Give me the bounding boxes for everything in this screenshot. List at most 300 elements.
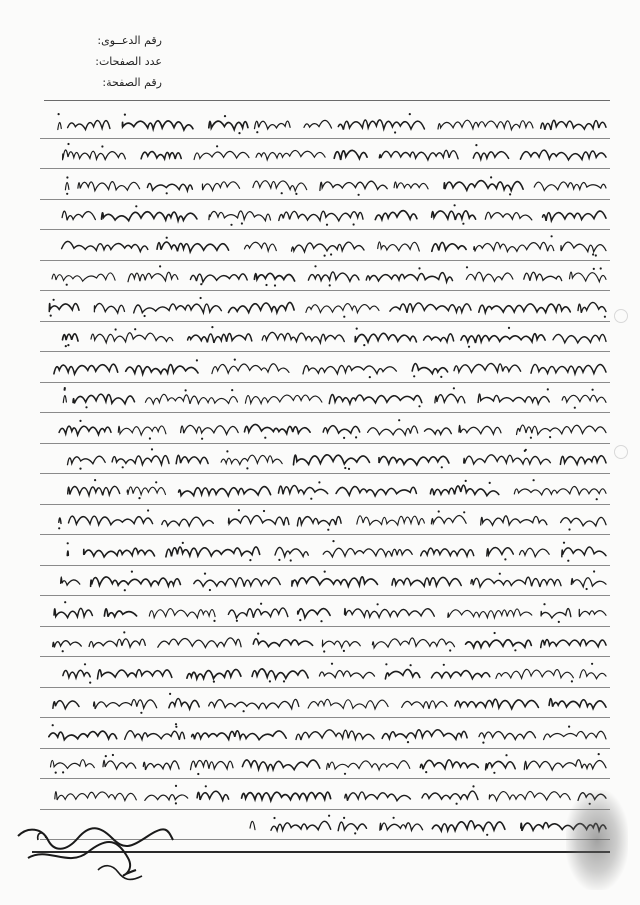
letter-dot (524, 450, 526, 452)
handwritten-word (432, 670, 490, 678)
handwritten-word (145, 794, 188, 800)
letter-dot (197, 773, 199, 775)
letter-dot (327, 529, 329, 531)
handwritten-word (355, 333, 416, 342)
handwritten-word (49, 731, 117, 740)
handwritten-line (40, 657, 610, 688)
letter-dot (155, 481, 157, 483)
letter-dot (493, 772, 495, 774)
handwritten-word (448, 608, 532, 617)
letter-dot (64, 601, 66, 603)
letter-dot (314, 265, 316, 267)
handwritten-word (323, 425, 360, 433)
letter-dot (353, 223, 355, 225)
handwritten-word (553, 334, 606, 342)
handwritten-word (336, 486, 416, 495)
letter-dot (331, 662, 333, 664)
handwritten-line (40, 779, 610, 810)
handwritten-line (40, 108, 610, 139)
handwritten-word (250, 821, 255, 829)
letter-dot (260, 602, 262, 604)
handwritten-word (158, 638, 241, 648)
letter-dot (394, 131, 396, 133)
letter-dot (482, 741, 484, 743)
letter-dot (355, 436, 357, 438)
letter-dot (79, 419, 81, 421)
handwritten-word (366, 273, 452, 282)
handwritten-word (421, 548, 474, 556)
letter-dot (595, 254, 597, 256)
letter-dot (318, 481, 320, 483)
letter-dot (543, 603, 545, 605)
handwritten-word (63, 396, 66, 403)
letter-dot (438, 510, 440, 512)
letter-dot (257, 633, 259, 635)
handwriting-strokes (40, 598, 610, 624)
letter-dot (67, 143, 69, 145)
letter-dot (547, 388, 549, 390)
handwritten-word (229, 516, 289, 526)
letter-dot (568, 528, 570, 530)
handwritten-word (209, 121, 248, 129)
handwritten-word (486, 761, 516, 769)
letter-dot (200, 296, 202, 298)
page-count-label: عدد الصفحات: (95, 55, 162, 68)
letter-dot (558, 620, 560, 622)
handwritten-word (125, 730, 185, 739)
handwritten-word (479, 303, 571, 312)
handwritten-word (242, 760, 319, 770)
handwritten-word (212, 363, 289, 373)
letter-dot (465, 479, 467, 481)
letter-dot (453, 387, 455, 389)
handwriting-strokes (40, 506, 610, 532)
handwritten-word (89, 639, 145, 647)
letter-dot (343, 650, 345, 652)
handwritten-word (382, 729, 467, 739)
letter-dot (124, 589, 126, 591)
handwritten-word (68, 456, 106, 465)
handwritten-word (59, 518, 61, 523)
handwritten-word (68, 486, 120, 495)
handwriting-strokes (40, 628, 610, 654)
handwritten-word (181, 425, 239, 434)
letter-dot (123, 631, 125, 633)
letter-dot (283, 680, 285, 682)
handwritten-word (118, 425, 166, 434)
letter-dot (50, 314, 52, 316)
letter-dot (236, 619, 238, 621)
handwritten-line (40, 261, 610, 292)
letter-dot (462, 223, 464, 225)
letter-dot (205, 785, 207, 787)
handwritten-word (466, 640, 532, 648)
punch-hole (614, 309, 628, 323)
handwritten-word (112, 456, 169, 465)
letter-dot (211, 326, 213, 328)
letter-dot (567, 559, 569, 561)
handwritten-word (306, 303, 379, 312)
handwritten-word (169, 699, 199, 709)
letter-dot (67, 344, 69, 346)
letter-dot (85, 406, 87, 408)
letter-dot (209, 589, 211, 591)
page-number-label: رقم الصفحة: (102, 76, 162, 89)
letter-dot (385, 663, 387, 665)
handwritten-word (514, 486, 606, 494)
handwritten-word (245, 395, 322, 404)
handwritten-word (228, 607, 287, 617)
handwritten-word (345, 608, 435, 617)
handwritten-word (372, 638, 454, 648)
handwritten-word (560, 456, 606, 465)
handwritten-word (69, 516, 153, 525)
letter-dot (200, 283, 202, 285)
letter-dot (596, 498, 598, 500)
handwriting-strokes (40, 659, 610, 685)
handwritten-word (464, 455, 551, 464)
letter-dot (66, 176, 68, 178)
letter-dot (138, 497, 140, 499)
letter-dot (330, 253, 332, 255)
letter-dot (273, 817, 275, 819)
handwriting-strokes (40, 689, 610, 715)
handwritten-line (40, 505, 610, 536)
letter-dot (281, 192, 283, 194)
letter-dot (58, 527, 60, 529)
letter-dot (409, 113, 411, 115)
handwritten-word (520, 150, 606, 160)
letter-dot (231, 389, 233, 391)
handwritten-word (524, 760, 606, 770)
handwritten-word (438, 120, 533, 130)
handwritten-word (191, 760, 234, 769)
letter-dot (343, 436, 345, 438)
handwritten-word (190, 274, 247, 282)
handwritten-word (378, 241, 420, 250)
handwriting-strokes (40, 476, 610, 502)
letter-dot (169, 693, 171, 695)
letter-dot (466, 266, 468, 268)
handwritten-word (379, 456, 449, 465)
handwritten-line (40, 230, 610, 261)
handwritten-word (432, 242, 466, 251)
letter-dot (185, 389, 187, 391)
handwritten-word (308, 699, 388, 709)
handwritten-word (304, 120, 332, 128)
handwritten-word (55, 791, 137, 800)
handwritten-word (329, 395, 422, 404)
handwritten-word (368, 425, 418, 434)
letter-dot (449, 649, 451, 651)
handwritten-line (40, 444, 610, 475)
handwritten-word (479, 731, 536, 739)
handwritten-word (255, 121, 291, 129)
handwritten-word (192, 730, 287, 739)
handwritten-word (298, 608, 330, 617)
handwritten-word (54, 608, 92, 617)
letter-dot (344, 773, 346, 775)
handwritten-word (149, 608, 215, 617)
letter-dot (472, 785, 474, 787)
handwritten-word (253, 639, 312, 647)
letter-dot (151, 448, 153, 450)
letter-dot (499, 573, 501, 575)
letter-dot (144, 314, 146, 316)
handwritten-word (262, 332, 344, 342)
handwritten-word (541, 640, 606, 648)
letter-dot (264, 436, 266, 438)
handwritten-word (392, 577, 461, 586)
handwriting-strokes (40, 445, 610, 471)
handwritten-word (128, 272, 178, 281)
letter-dot (175, 802, 177, 804)
letter-dot (377, 603, 379, 605)
letter-dot (332, 540, 334, 542)
letter-dot (323, 650, 325, 652)
handwritten-word (531, 364, 606, 373)
handwritten-word (432, 211, 476, 220)
letter-dot (344, 467, 346, 469)
handwritten-line (40, 596, 610, 627)
handwritten-word (94, 700, 157, 709)
handwritten-word (489, 791, 570, 800)
letter-dot (241, 222, 243, 224)
handwritten-word (242, 792, 331, 801)
handwritten-word (63, 670, 90, 678)
letter-dot (398, 419, 400, 421)
letter-dot (201, 437, 203, 439)
letter-dot (586, 588, 588, 590)
letter-dot (410, 664, 412, 666)
handwritten-word (578, 302, 606, 312)
handwritten-word (319, 670, 374, 678)
handwritten-word (188, 334, 252, 343)
handwritten-word (424, 334, 454, 342)
handwritten-word (435, 394, 465, 403)
letter-dot (94, 479, 96, 481)
letter-dot (514, 649, 516, 651)
handwritten-word (357, 516, 425, 525)
ink-smudge (566, 790, 628, 890)
handwritten-word (379, 150, 458, 160)
letter-dot (592, 389, 594, 391)
handwritten-word (431, 515, 466, 523)
letter-dot (274, 284, 276, 286)
letter-dot (230, 224, 232, 226)
handwritten-word (543, 211, 607, 221)
handwritten-word (141, 152, 181, 159)
letter-dot (62, 650, 64, 652)
handwritten-line (40, 535, 610, 566)
handwritten-word (334, 150, 367, 160)
handwritten-word (187, 669, 241, 678)
letter-dot (101, 145, 103, 147)
letter-dot (574, 407, 576, 409)
handwritten-word (345, 791, 411, 800)
letter-dot (563, 541, 565, 543)
letter-dot (62, 771, 64, 773)
handwritten-word (422, 791, 478, 799)
handwritten-word (455, 699, 538, 709)
letter-dot (134, 328, 136, 330)
handwritten-line (40, 322, 610, 353)
letter-dot (256, 131, 258, 133)
handwritten-word (402, 701, 447, 709)
letter-dot (489, 481, 491, 483)
handwritten-word (179, 486, 271, 495)
handwritten-word (275, 547, 308, 556)
handwritten-word (245, 424, 311, 433)
letter-dot (295, 192, 297, 194)
handwritten-line (40, 200, 610, 231)
handwritten-word (327, 761, 410, 770)
handwritten-word (122, 120, 192, 129)
letter-dot (263, 510, 265, 512)
handwritten-word (394, 181, 428, 188)
handwritten-word (541, 608, 571, 617)
handwritten-line (40, 688, 610, 719)
handwritten-word (385, 669, 419, 678)
handwritten-word (308, 272, 359, 281)
handwritten-word (84, 548, 155, 557)
letter-dot (440, 375, 442, 377)
letter-dot (328, 815, 330, 817)
handwritten-word (157, 242, 229, 252)
letter-dot (320, 620, 322, 622)
handwritten-word (147, 183, 192, 190)
handwritten-word (102, 212, 197, 221)
letter-dot (269, 680, 271, 682)
letter-dot (299, 619, 301, 621)
handwritten-word (571, 578, 606, 587)
handwritten-word (561, 242, 606, 252)
handwritten-word (166, 546, 260, 556)
handwritten-word (61, 577, 80, 585)
letter-dot (407, 741, 409, 743)
handwritten-word (375, 211, 417, 220)
handwritten-word (53, 641, 82, 648)
handwritten-word (520, 548, 550, 556)
handwritten-word (59, 426, 111, 435)
letter-dot (278, 558, 280, 560)
handwritten-word (68, 120, 110, 129)
letter-dot (354, 832, 356, 834)
handwritten-word (162, 517, 214, 526)
handwriting-strokes (40, 354, 610, 380)
letter-dot (598, 753, 600, 755)
handwritten-word (91, 333, 173, 343)
handwritten-word (562, 547, 606, 557)
handwritten-line (40, 474, 610, 505)
letter-dot (551, 235, 553, 237)
letter-dot (213, 619, 215, 621)
handwritten-word (209, 699, 299, 708)
letter-dot (418, 405, 420, 407)
letter-dot (265, 284, 267, 286)
letter-dot (443, 663, 445, 665)
handwritten-word (63, 150, 126, 160)
header-divider (44, 100, 610, 101)
letter-dot (418, 267, 420, 269)
handwritten-word (390, 302, 471, 312)
handwritten-word (534, 181, 606, 190)
handwritten-word (49, 303, 79, 311)
letter-dot (166, 192, 168, 194)
letter-dot (363, 344, 365, 346)
letter-dot (468, 346, 470, 348)
letter-dot (105, 755, 107, 757)
handwritten-word (487, 547, 514, 555)
handwritten-word (134, 303, 222, 312)
letter-dot (486, 834, 488, 836)
handwritten-word (454, 363, 521, 372)
handwritten-word (67, 551, 68, 555)
handwritten-word (294, 455, 370, 465)
handwriting-strokes (40, 232, 610, 258)
handwritten-word (176, 455, 208, 463)
letter-dot (196, 359, 198, 361)
handwritten-word (103, 760, 136, 769)
letter-dot (508, 327, 510, 329)
letter-dot (324, 571, 326, 573)
handwritten-word (420, 760, 478, 769)
handwritten-line (40, 413, 610, 444)
letter-dot (216, 145, 218, 147)
letter-dot (549, 436, 551, 438)
letter-dot (475, 144, 477, 146)
letter-dot (591, 662, 593, 664)
handwritten-word (256, 150, 325, 159)
handwritten-word (143, 761, 179, 770)
letter-dot (600, 267, 602, 269)
letter-dot (64, 389, 66, 391)
letter-dot (454, 204, 456, 206)
letter-dot (593, 268, 595, 270)
letter-dot (122, 466, 124, 468)
letter-dot (182, 541, 184, 543)
handwritten-word (58, 122, 62, 129)
letter-dot (243, 710, 245, 712)
handwriting-strokes (40, 415, 610, 441)
handwritten-word (444, 180, 523, 190)
handwriting-strokes (40, 201, 610, 227)
handwritten-word (65, 182, 69, 189)
handwritten-word (430, 485, 498, 496)
handwritten-word (245, 242, 277, 251)
letter-dot (326, 224, 328, 226)
letter-dot (124, 113, 126, 115)
handwritten-word (78, 181, 140, 190)
handwritten-word (94, 303, 124, 313)
letter-dot (348, 468, 350, 470)
letter-dot (356, 328, 358, 330)
letter-dot (175, 725, 177, 727)
handwritten-word (524, 272, 562, 281)
letter-dot (329, 284, 331, 286)
letter-dot (441, 466, 443, 468)
handwritten-word (292, 577, 378, 587)
handwritten-word (52, 273, 115, 281)
handwritten-word (62, 211, 95, 220)
handwritten-word (549, 699, 606, 709)
handwritten-word (517, 425, 607, 434)
handwritten-line (40, 718, 610, 749)
signature-mark (8, 818, 178, 888)
handwritten-word (412, 363, 447, 373)
letter-dot (159, 265, 161, 267)
handwritten-word (562, 395, 606, 402)
